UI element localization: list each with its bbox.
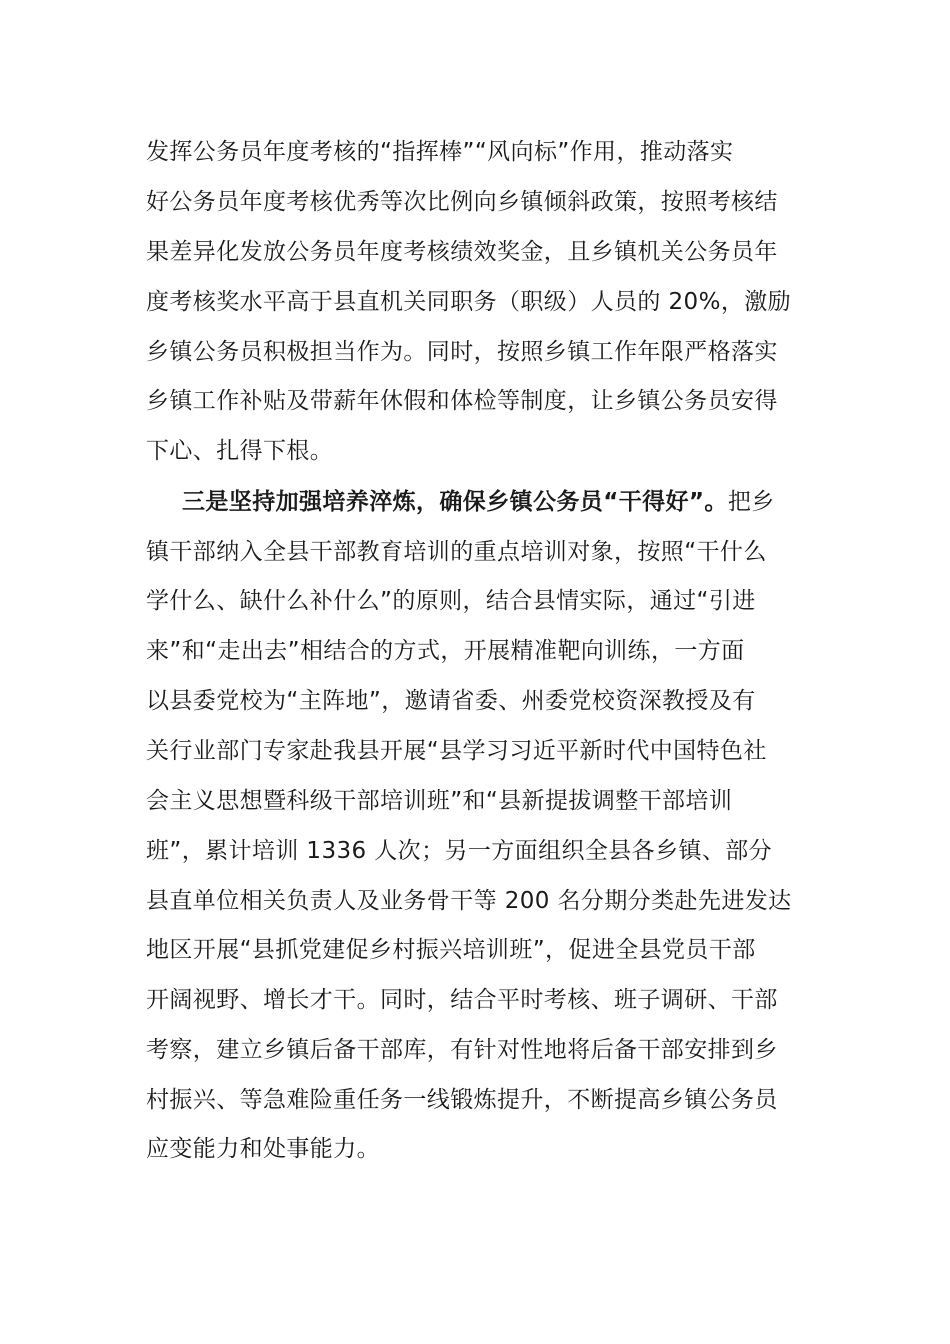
paragraph-2-first-line-rest: 把乡 [727, 489, 775, 515]
paragraph-2-line: 会主义思想暨科级干部培训班”和“县新提拔调整干部培训 [146, 788, 733, 814]
paragraph-1-line: 乡镇公务员积极担当作为。同时，按照乡镇工作年限严格落实 [146, 339, 778, 365]
paragraph-1-line: 度考核奖水平高于县直机关同职务（职级）人员的 20%，激励 [146, 289, 792, 315]
paragraph-2-line: 地区开展“县抓党建促乡村振兴培训班”，促进全县党员干部 [146, 937, 756, 963]
paragraph-2-line: 考察，建立乡镇后备干部库，有针对性地将后备干部安排到乡 [146, 1037, 778, 1063]
paragraph-2-line: 应变能力和处事能力。 [146, 1136, 380, 1162]
paragraph-2-line: 开阔视野、增长才干。同时，结合平时考核、班子调研、干部 [146, 987, 778, 1013]
paragraph-1-line: 果差异化发放公务员年度考核绩效奖金，且乡镇机关公务员年 [146, 239, 778, 265]
paragraph-2-line: 班”，累计培训 1336 人次；另一方面组织全县各乡镇、部分 [146, 838, 773, 864]
paragraph-2-line: 以县委党校为“主阵地”，邀请省委、州委党校资深教授及有 [146, 688, 756, 714]
paragraph-2-line: 来”和“走出去”相结合的方式，开展精准靶向训练，一方面 [146, 638, 745, 664]
paragraph-1-line: 发挥公务员年度考核的“指挥棒”“风向标”作用，推动落实 [146, 139, 734, 165]
paragraph-1-line: 好公务员年度考核优秀等次比例向乡镇倾斜政策，按照考核结 [146, 189, 778, 215]
paragraph-2-line: 县直单位相关负责人及业务骨干等 200 名分期分类赴先进发达 [146, 888, 792, 914]
paragraph-2-heading: 三是坚持加强培养淬炼，确保乡镇公务员“干得好”。 [182, 489, 728, 515]
paragraph-1-line: 乡镇工作补贴及带薪年休假和体检等制度，让乡镇公务员安得 [146, 388, 778, 414]
paragraph-2-first-line [182, 487, 775, 517]
paragraph-2-line: 村振兴、等急难险重任务一线锻炼提升，不断提高乡镇公务员 [146, 1087, 778, 1113]
paragraph-2-line: 学什么、缺什么补什么”的原则，结合县情实际，通过“引进 [146, 588, 756, 614]
paragraph-2-line: 镇干部纳入全县干部教育培训的重点培训对象，按照“干什么 [146, 539, 767, 565]
paragraph-2-line: 关行业部门专家赴我县开展“县学习习近平新时代中国特色社 [146, 738, 767, 764]
paragraph-1-line: 下心、扎得下根。 [146, 438, 334, 464]
